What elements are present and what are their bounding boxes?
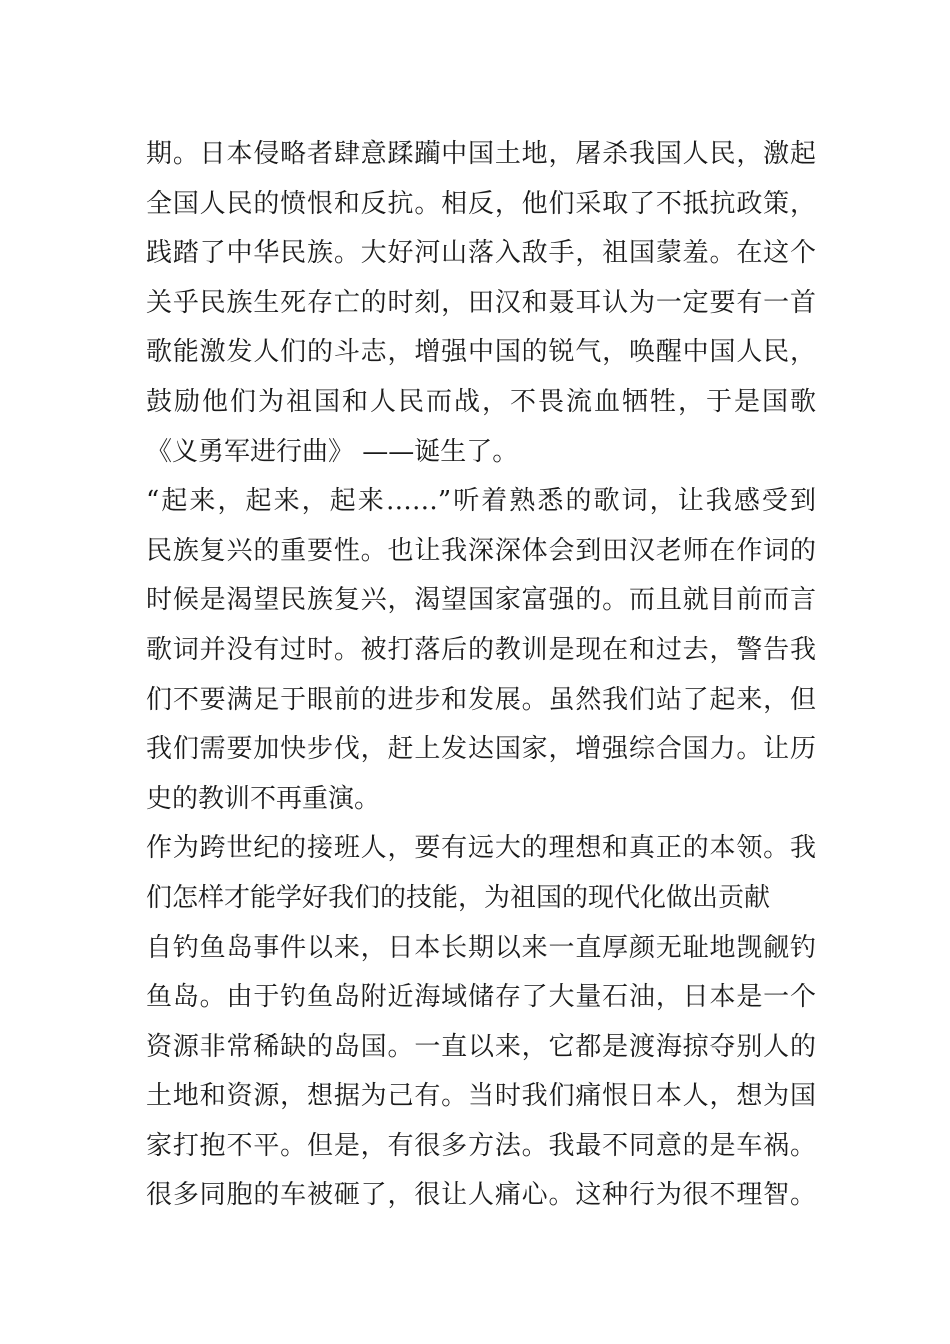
text-line: 歌词并没有过时。被打落后的教训是现在和过去，警告我: [146, 634, 816, 665]
text-line: 作为跨世纪的接班人，要有远大的理想和真正的本领。我: [146, 833, 816, 864]
text-line: 我们需要加快步伐，赶上发达国家，增强综合国力。让历: [146, 734, 816, 765]
text-line: 鼓励他们为祖国和人民而战，不畏流血牺牲，于是国歌: [146, 386, 816, 417]
text-line: 土地和资源，想据为己有。当时我们痛恨日本人，想为国: [146, 1081, 816, 1112]
text-line: 鱼岛。由于钓鱼岛附近海域储存了大量石油，日本是一个: [146, 982, 816, 1013]
text-line: 民族复兴的重要性。也让我深深体会到田汉老师在作词的: [146, 535, 816, 566]
text-line: 们怎样才能学好我们的技能，为祖国的现代化做出贡献: [146, 882, 771, 913]
text-line: 《义勇军进行曲》 ——诞生了。: [146, 436, 519, 467]
text-line: 资源非常稀缺的岛国。一直以来，它都是渡海掠夺别人的: [146, 1031, 816, 1062]
text-line: 全国人民的愤恨和反抗。相反，他们采取了不抵抗政策，: [146, 188, 816, 219]
text-line: 关乎民族生死存亡的时刻，田汉和聂耳认为一定要有一首: [146, 287, 816, 318]
text-line: 歌能激发人们的斗志，增强中国的锐气，唤醒中国人民，: [146, 337, 816, 368]
document-body-text: [146, 130, 816, 1221]
text-line: 时候是渴望民族复兴，渴望国家富强的。而且就目前而言: [146, 585, 816, 616]
text-line: 期。日本侵略者肆意蹂躏中国土地，屠杀我国人民，激起: [146, 139, 816, 169]
text-line: 践踏了中华民族。大好河山落入敌手，祖国蒙羞。在这个: [146, 238, 816, 269]
text-line: “起来，起来，起来……”听着熟悉的歌词，让我感受到: [146, 486, 816, 517]
text-line: 自钓鱼岛事件以来，日本长期以来一直厚颜无耻地觊觎钓: [146, 932, 816, 963]
text-line: 史的教训不再重演。: [146, 783, 381, 814]
text-line: 家打抱不平。但是，有很多方法。我最不同意的是车祸。: [146, 1130, 816, 1161]
text-line: 们不要满足于眼前的进步和发展。虽然我们站了起来，但: [146, 684, 816, 715]
text-line: 很多同胞的车被砸了，很让人痛心。这种行为很不理智。: [146, 1180, 816, 1211]
